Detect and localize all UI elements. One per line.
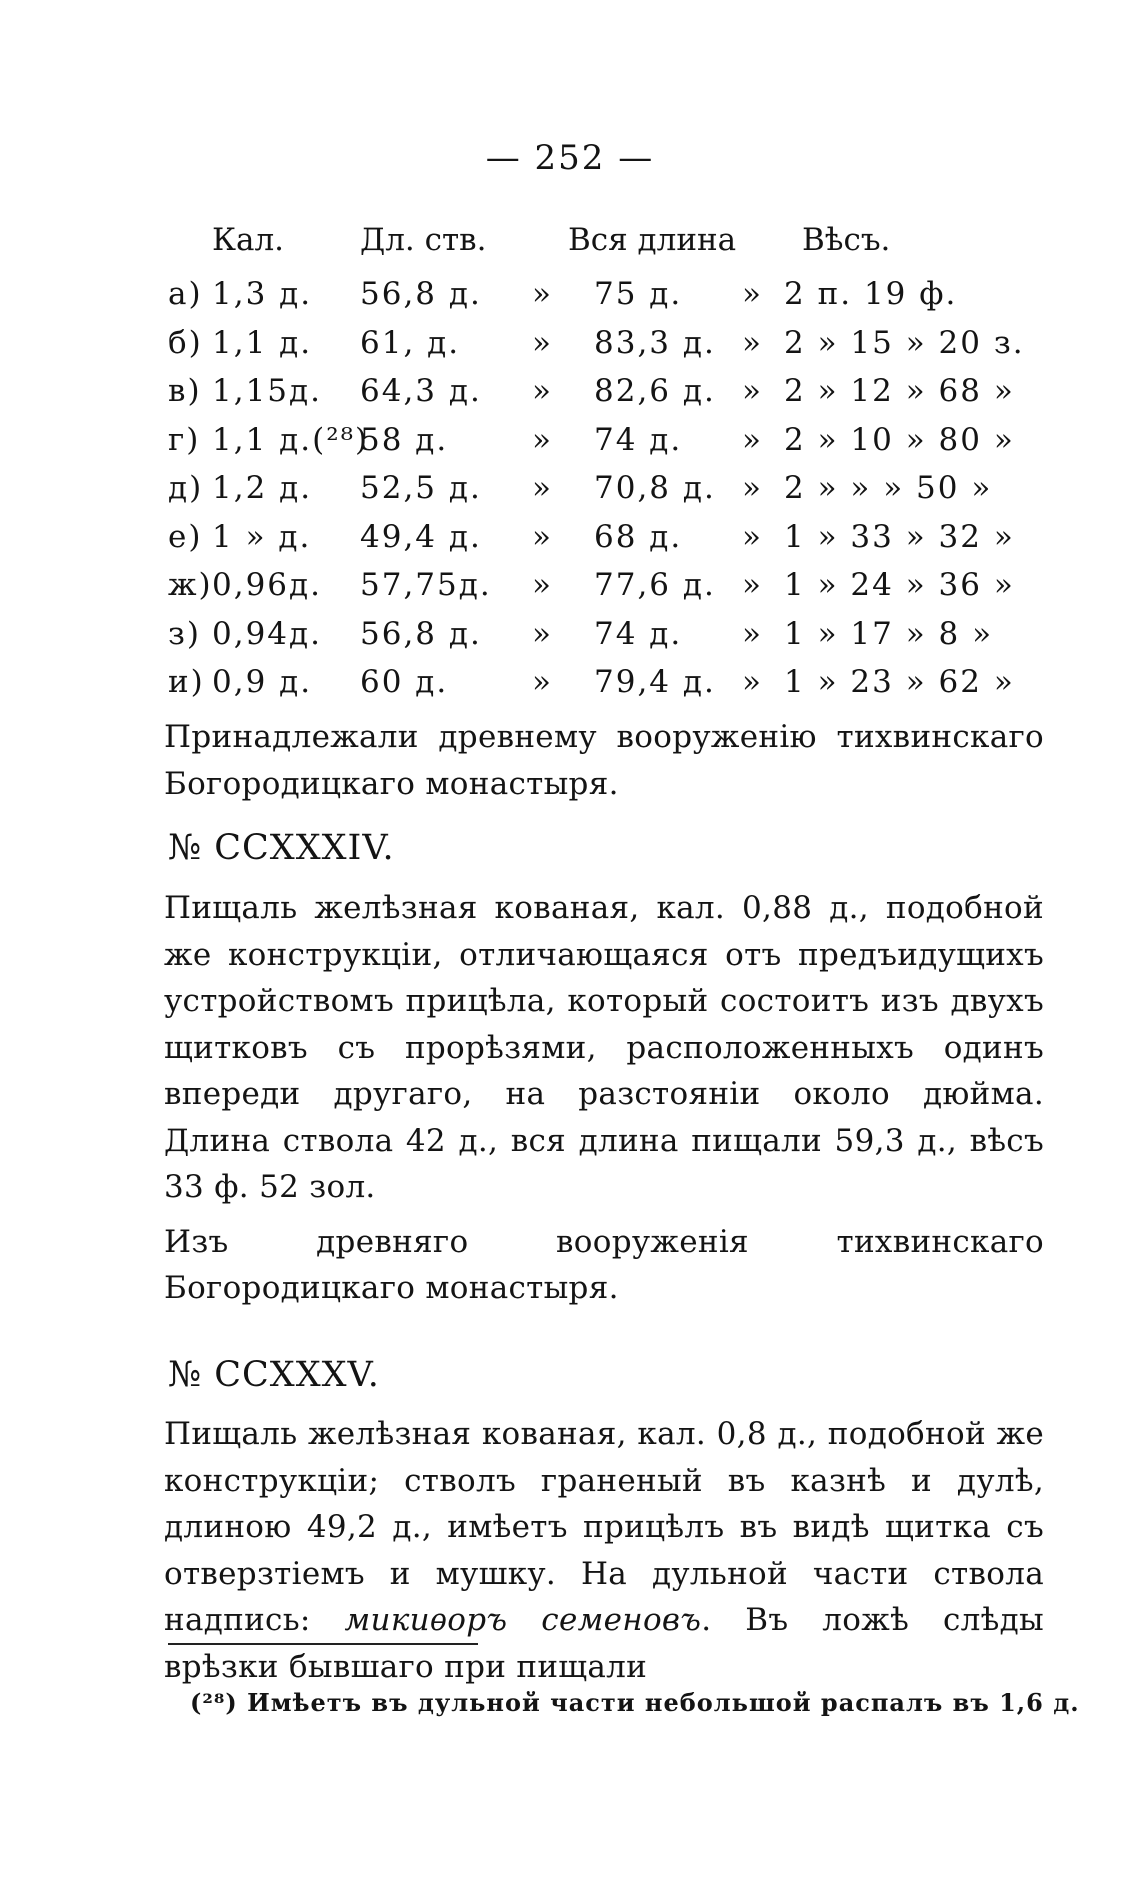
row-total-length: 77,6 д. [594, 567, 716, 603]
row-caliber: 0,94д. [212, 615, 322, 652]
header-total-length: Вся длина [568, 222, 737, 258]
row-letter: в) [168, 373, 202, 409]
section-235-text-start: Пищаль желѣзная кованая, кал. 0,8 д., подобной же конструкціи; стволъ граненый въ казнѣ и дулѣ, длиною 49,2 д., имѣетъ прицѣлъ въ видѣ щитка съ отверзтіемъ и мушку. На дульной части ствола надпись: [164, 1416, 1044, 1638]
section-234-paragraph-1: Пищаль желѣзная кованая, кал. 0,88 д., подобной же конструкціи, отличающаяся отъ предъидущихъ устройствомъ прицѣла, который состоитъ изъ двухъ щитковъ съ прорѣзями, расположенныхъ одинъ впереди другаго, на разстояніи около дюйма. Длина ствола 42 д., вся длина пищали 59,3 д., вѣсъ 33 ф. 52 зол. [164, 890, 1044, 1205]
row-caliber: 1,15д. [212, 373, 322, 409]
header-barrel-length: Дл. ств. [360, 222, 487, 258]
row-barrel-length: 58 д. [360, 421, 449, 458]
row-total-length: 75 д. [594, 276, 683, 312]
row-weight: 1 » 17 » 8 » [784, 615, 994, 652]
row-ditto-mark: » [742, 276, 763, 312]
table-row [164, 416, 1064, 465]
row-ditto-mark: » [532, 518, 553, 555]
header-caliber: Кал. [212, 222, 285, 258]
row-total-length: 70,8 д. [594, 470, 716, 506]
row-total-length: 68 д. [594, 518, 683, 555]
section-235-text-end: . Въ ложѣ слѣды врѣзки бывшаго при пищали [164, 1602, 1044, 1685]
section-234-paragraph-2: Изъ древняго вооруженія тихвинскаго Богородицкаго монастыря. [164, 1223, 1044, 1306]
barrel-inscription: микиѳоръ семеновъ [344, 1602, 702, 1638]
row-total-length: 74 д. [594, 615, 683, 652]
row-barrel-length: 61, д. [360, 324, 461, 361]
row-letter: г) [168, 421, 201, 458]
row-barrel-length: 49,4 д. [360, 518, 482, 555]
row-weight: 2 » » » 50 » [784, 470, 993, 506]
section-235-paragraph [164, 1411, 1044, 1690]
row-caliber: 1 » д. [212, 518, 312, 555]
table-row [164, 513, 1064, 562]
section-234-body [164, 885, 1044, 1312]
row-letter: д) [168, 470, 204, 506]
row-barrel-length: 56,8 д. [360, 615, 482, 652]
section-heading-235: № CCXXXV. [168, 1355, 380, 1395]
row-barrel-length: 64,3 д. [360, 373, 482, 409]
row-caliber: 0,96д. [212, 567, 322, 603]
row-weight: 1 » 33 » 32 » [784, 518, 1015, 555]
table-row [164, 367, 1064, 416]
header-weight: Вѣсъ. [802, 222, 891, 258]
row-ditto-mark: » [532, 324, 553, 361]
table-note-text: Принадлежали древнему вооруженію тихвинскаго Богородицкаго монастыря. [164, 719, 1044, 802]
row-ditto-mark: » [742, 470, 763, 506]
table-row [164, 319, 1064, 368]
row-weight: 2 п. 19 ф. [784, 276, 958, 312]
specification-table [164, 222, 1064, 707]
row-ditto-mark: » [742, 421, 763, 458]
row-barrel-length: 57,75д. [360, 567, 492, 603]
section-heading-234: № CCXXXIV. [168, 828, 395, 868]
row-ditto-mark: » [742, 664, 763, 700]
row-ditto-mark: » [532, 567, 553, 603]
row-total-length: 79,4 д. [594, 664, 716, 700]
row-ditto-mark: » [532, 615, 553, 652]
row-caliber: 1,1 д. [212, 324, 313, 361]
row-letter: е) [168, 518, 203, 555]
row-weight: 2 » 10 » 80 » [784, 421, 1015, 458]
row-total-length: 83,3 д. [594, 324, 716, 361]
row-ditto-mark: » [532, 276, 553, 312]
row-weight: 2 » 12 » 68 » [784, 373, 1015, 409]
row-barrel-length: 60 д. [360, 664, 449, 700]
table-note [164, 714, 1044, 807]
section-235-body [164, 1411, 1044, 1690]
row-total-length: 74 д. [594, 421, 683, 458]
table-row [164, 464, 1064, 513]
row-caliber: 1,3 д. [212, 276, 313, 312]
row-letter: а) [168, 276, 203, 312]
table-row [164, 270, 1064, 319]
row-caliber: 1,2 д. [212, 470, 313, 506]
row-ditto-mark: » [532, 373, 553, 409]
row-letter: з) [168, 615, 202, 652]
row-caliber: 1,1 д.(²⁸) [212, 421, 370, 458]
row-weight: 1 » 23 » 62 » [784, 664, 1015, 700]
row-ditto-mark: » [532, 421, 553, 458]
row-ditto-mark: » [742, 567, 763, 603]
row-ditto-mark: » [532, 664, 553, 700]
row-ditto-mark: » [742, 324, 763, 361]
footnote: (²⁸) Имѣетъ въ дульной части небольшой распалъ въ 1,6 д. [190, 1688, 1080, 1717]
row-letter: б) [168, 324, 203, 361]
table-row [164, 658, 1064, 707]
row-weight: 1 » 24 » 36 » [784, 567, 1015, 603]
row-weight: 2 » 15 » 20 з. [784, 324, 1025, 361]
row-letter: ж) [168, 567, 213, 603]
row-ditto-mark: » [742, 615, 763, 652]
row-ditto-mark: » [742, 518, 763, 555]
row-caliber: 0,9 д. [212, 664, 313, 700]
table-row [164, 561, 1064, 610]
row-barrel-length: 56,8 д. [360, 276, 482, 312]
row-total-length: 82,6 д. [594, 373, 716, 409]
row-barrel-length: 52,5 д. [360, 470, 482, 506]
table-row [164, 610, 1064, 659]
row-letter: и) [168, 664, 205, 700]
row-ditto-mark: » [742, 373, 763, 409]
row-ditto-mark: » [532, 470, 553, 506]
footnote-divider [168, 1643, 478, 1645]
page-number: — 252 — [485, 138, 655, 178]
table-header [164, 222, 1064, 270]
